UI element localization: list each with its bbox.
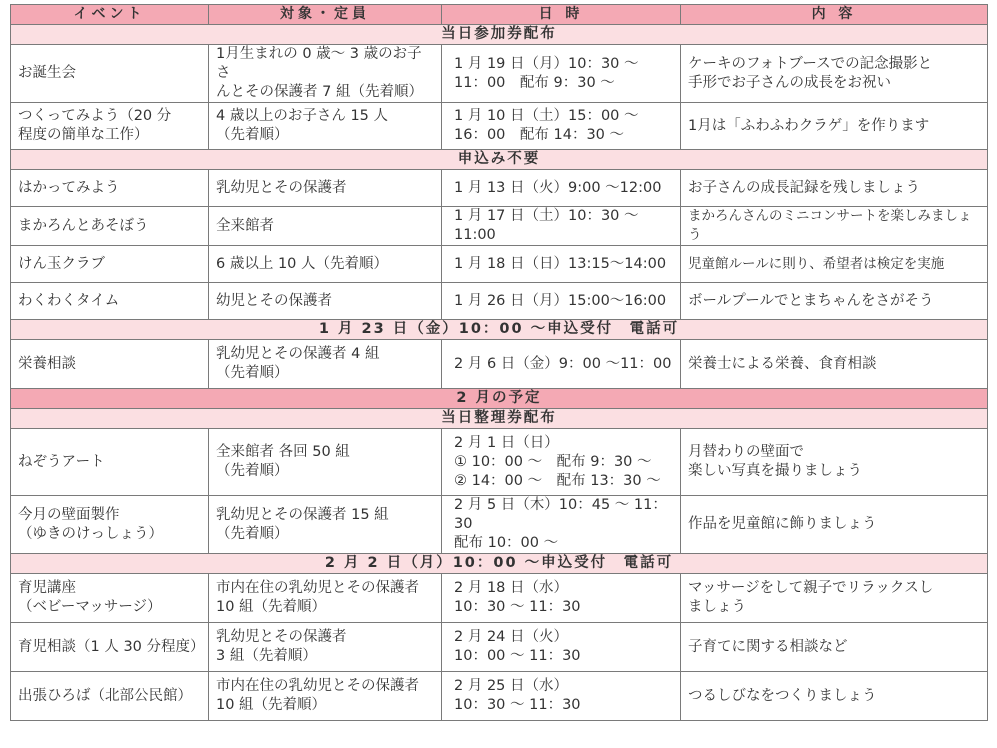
header-row — [11, 5, 988, 25]
event-content: ケーキのフォトブースでの記念撮影と 手形でお子さんの成長をお祝い — [681, 45, 988, 103]
event-target: 全来館者 — [209, 207, 442, 246]
event-content: 子育てに関する相談など — [681, 623, 988, 672]
event-target: 乳幼児とその保護者 4 組 （先着順） — [209, 340, 442, 389]
event-target: 乳幼児とその保護者 — [209, 170, 442, 207]
event-datetime: 1 月 13 日（火）9:00 〜12:00 — [442, 170, 681, 207]
section-label: 申込み不要 — [11, 150, 988, 170]
event-content: 月替わりの壁面で 楽しい写真を撮りましょう — [681, 429, 988, 496]
event-datetime: 1 月 10 日（土）15：00 〜 16：00 配布 14：30 〜 — [442, 103, 681, 150]
event-content: マッサージをして親子でリラックスし ましょう — [681, 574, 988, 623]
event-target: 幼児とその保護者 — [209, 283, 442, 320]
event-name: けん玉クラブ — [11, 246, 209, 283]
event-target: 乳幼児とその保護者 15 組 （先着順） — [209, 496, 442, 554]
event-target: 1月生まれの 0 歳〜 3 歳のお子さ んとその保護者 7 組（先着順） — [209, 45, 442, 103]
event-content: 児童館ルールに則り、希望者は検定を実施 — [681, 246, 988, 283]
section-label: 2 月の予定 — [11, 389, 988, 409]
event-target: 全来館者 各回 50 組 （先着順） — [209, 429, 442, 496]
event-datetime: 1 月 17 日（土）10：30 〜11:00 — [442, 207, 681, 246]
section-label: 当日整理券配布 — [11, 409, 988, 429]
event-name: 今月の壁面製作 （ゆきのけっしょう） — [11, 496, 209, 554]
section-header — [11, 320, 988, 340]
section-label: 1 月 23 日（金）10：00 〜申込受付 電話可 — [11, 320, 988, 340]
header-datetime: 日 時 — [442, 5, 681, 25]
header-target: 対象・定員 — [209, 5, 442, 25]
table-row — [11, 672, 988, 721]
event-name: 育児講座 （ベビーマッサージ） — [11, 574, 209, 623]
table-row — [11, 574, 988, 623]
event-content: つるしびなをつくりましょう — [681, 672, 988, 721]
event-datetime: 2 月 5 日（木）10：45 〜 11：30 配布 10：00 〜 — [442, 496, 681, 554]
table-row — [11, 45, 988, 103]
event-content: 栄養士による栄養、食育相談 — [681, 340, 988, 389]
event-schedule — [10, 4, 987, 721]
event-name: つくってみよう（20 分 程度の簡単な工作） — [11, 103, 209, 150]
event-name: ねぞうアート — [11, 429, 209, 496]
section-header — [11, 389, 988, 409]
event-content: ボールプールでとまちゃんをさがそう — [681, 283, 988, 320]
event-content: お子さんの成長記録を残しましょう — [681, 170, 988, 207]
event-name: 出張ひろば（北部公民館） — [11, 672, 209, 721]
event-datetime: 2 月 24 日（火） 10：00 〜 11：30 — [442, 623, 681, 672]
table-row — [11, 429, 988, 496]
section-label: 2 月 2 日（月）10：00 〜申込受付 電話可 — [11, 554, 988, 574]
event-target: 6 歳以上 10 人（先着順） — [209, 246, 442, 283]
event-table — [10, 4, 988, 721]
event-datetime: 2 月 18 日（水） 10：30 〜 11：30 — [442, 574, 681, 623]
event-datetime: 1 月 19 日（月）10：30 〜 11：00 配布 9：30 〜 — [442, 45, 681, 103]
event-target: 市内在住の乳幼児とその保護者 10 組（先着順） — [209, 574, 442, 623]
event-name: わくわくタイム — [11, 283, 209, 320]
table-row — [11, 623, 988, 672]
table-row — [11, 283, 988, 320]
event-datetime: 2 月 6 日（金）9：00 〜11：00 — [442, 340, 681, 389]
event-content: まかろんさんのミニコンサートを楽しみましょう — [681, 207, 988, 246]
event-target: 市内在住の乳幼児とその保護者 10 組（先着順） — [209, 672, 442, 721]
table-row — [11, 170, 988, 207]
event-name: はかってみよう — [11, 170, 209, 207]
event-datetime: 2 月 1 日（日） ① 10：00 〜 配布 9：30 〜 ② 14：00 〜 配布 13：30 〜 — [442, 429, 681, 496]
event-name: まかろんとあそぼう — [11, 207, 209, 246]
event-datetime: 2 月 25 日（水） 10：30 〜 11：30 — [442, 672, 681, 721]
table-row — [11, 340, 988, 389]
event-target: 乳幼児とその保護者 3 組（先着順） — [209, 623, 442, 672]
section-header — [11, 25, 988, 45]
section-header — [11, 554, 988, 574]
event-content: 1月は「ふわふわクラゲ」を作ります — [681, 103, 988, 150]
table-row — [11, 496, 988, 554]
event-name: 栄養相談 — [11, 340, 209, 389]
section-header — [11, 409, 988, 429]
table-row — [11, 246, 988, 283]
event-target: 4 歳以上のお子さん 15 人 （先着順） — [209, 103, 442, 150]
header-event: イベント — [11, 5, 209, 25]
event-datetime: 1 月 26 日（月）15:00〜16:00 — [442, 283, 681, 320]
section-header — [11, 150, 988, 170]
table-row — [11, 103, 988, 150]
event-name: 育児相談（1 人 30 分程度） — [11, 623, 209, 672]
header-content: 内 容 — [681, 5, 988, 25]
event-datetime: 1 月 18 日（日）13:15〜14:00 — [442, 246, 681, 283]
table-row — [11, 207, 988, 246]
event-content: 作品を児童館に飾りましょう — [681, 496, 988, 554]
event-name: お誕生会 — [11, 45, 209, 103]
section-label: 当日参加券配布 — [11, 25, 988, 45]
